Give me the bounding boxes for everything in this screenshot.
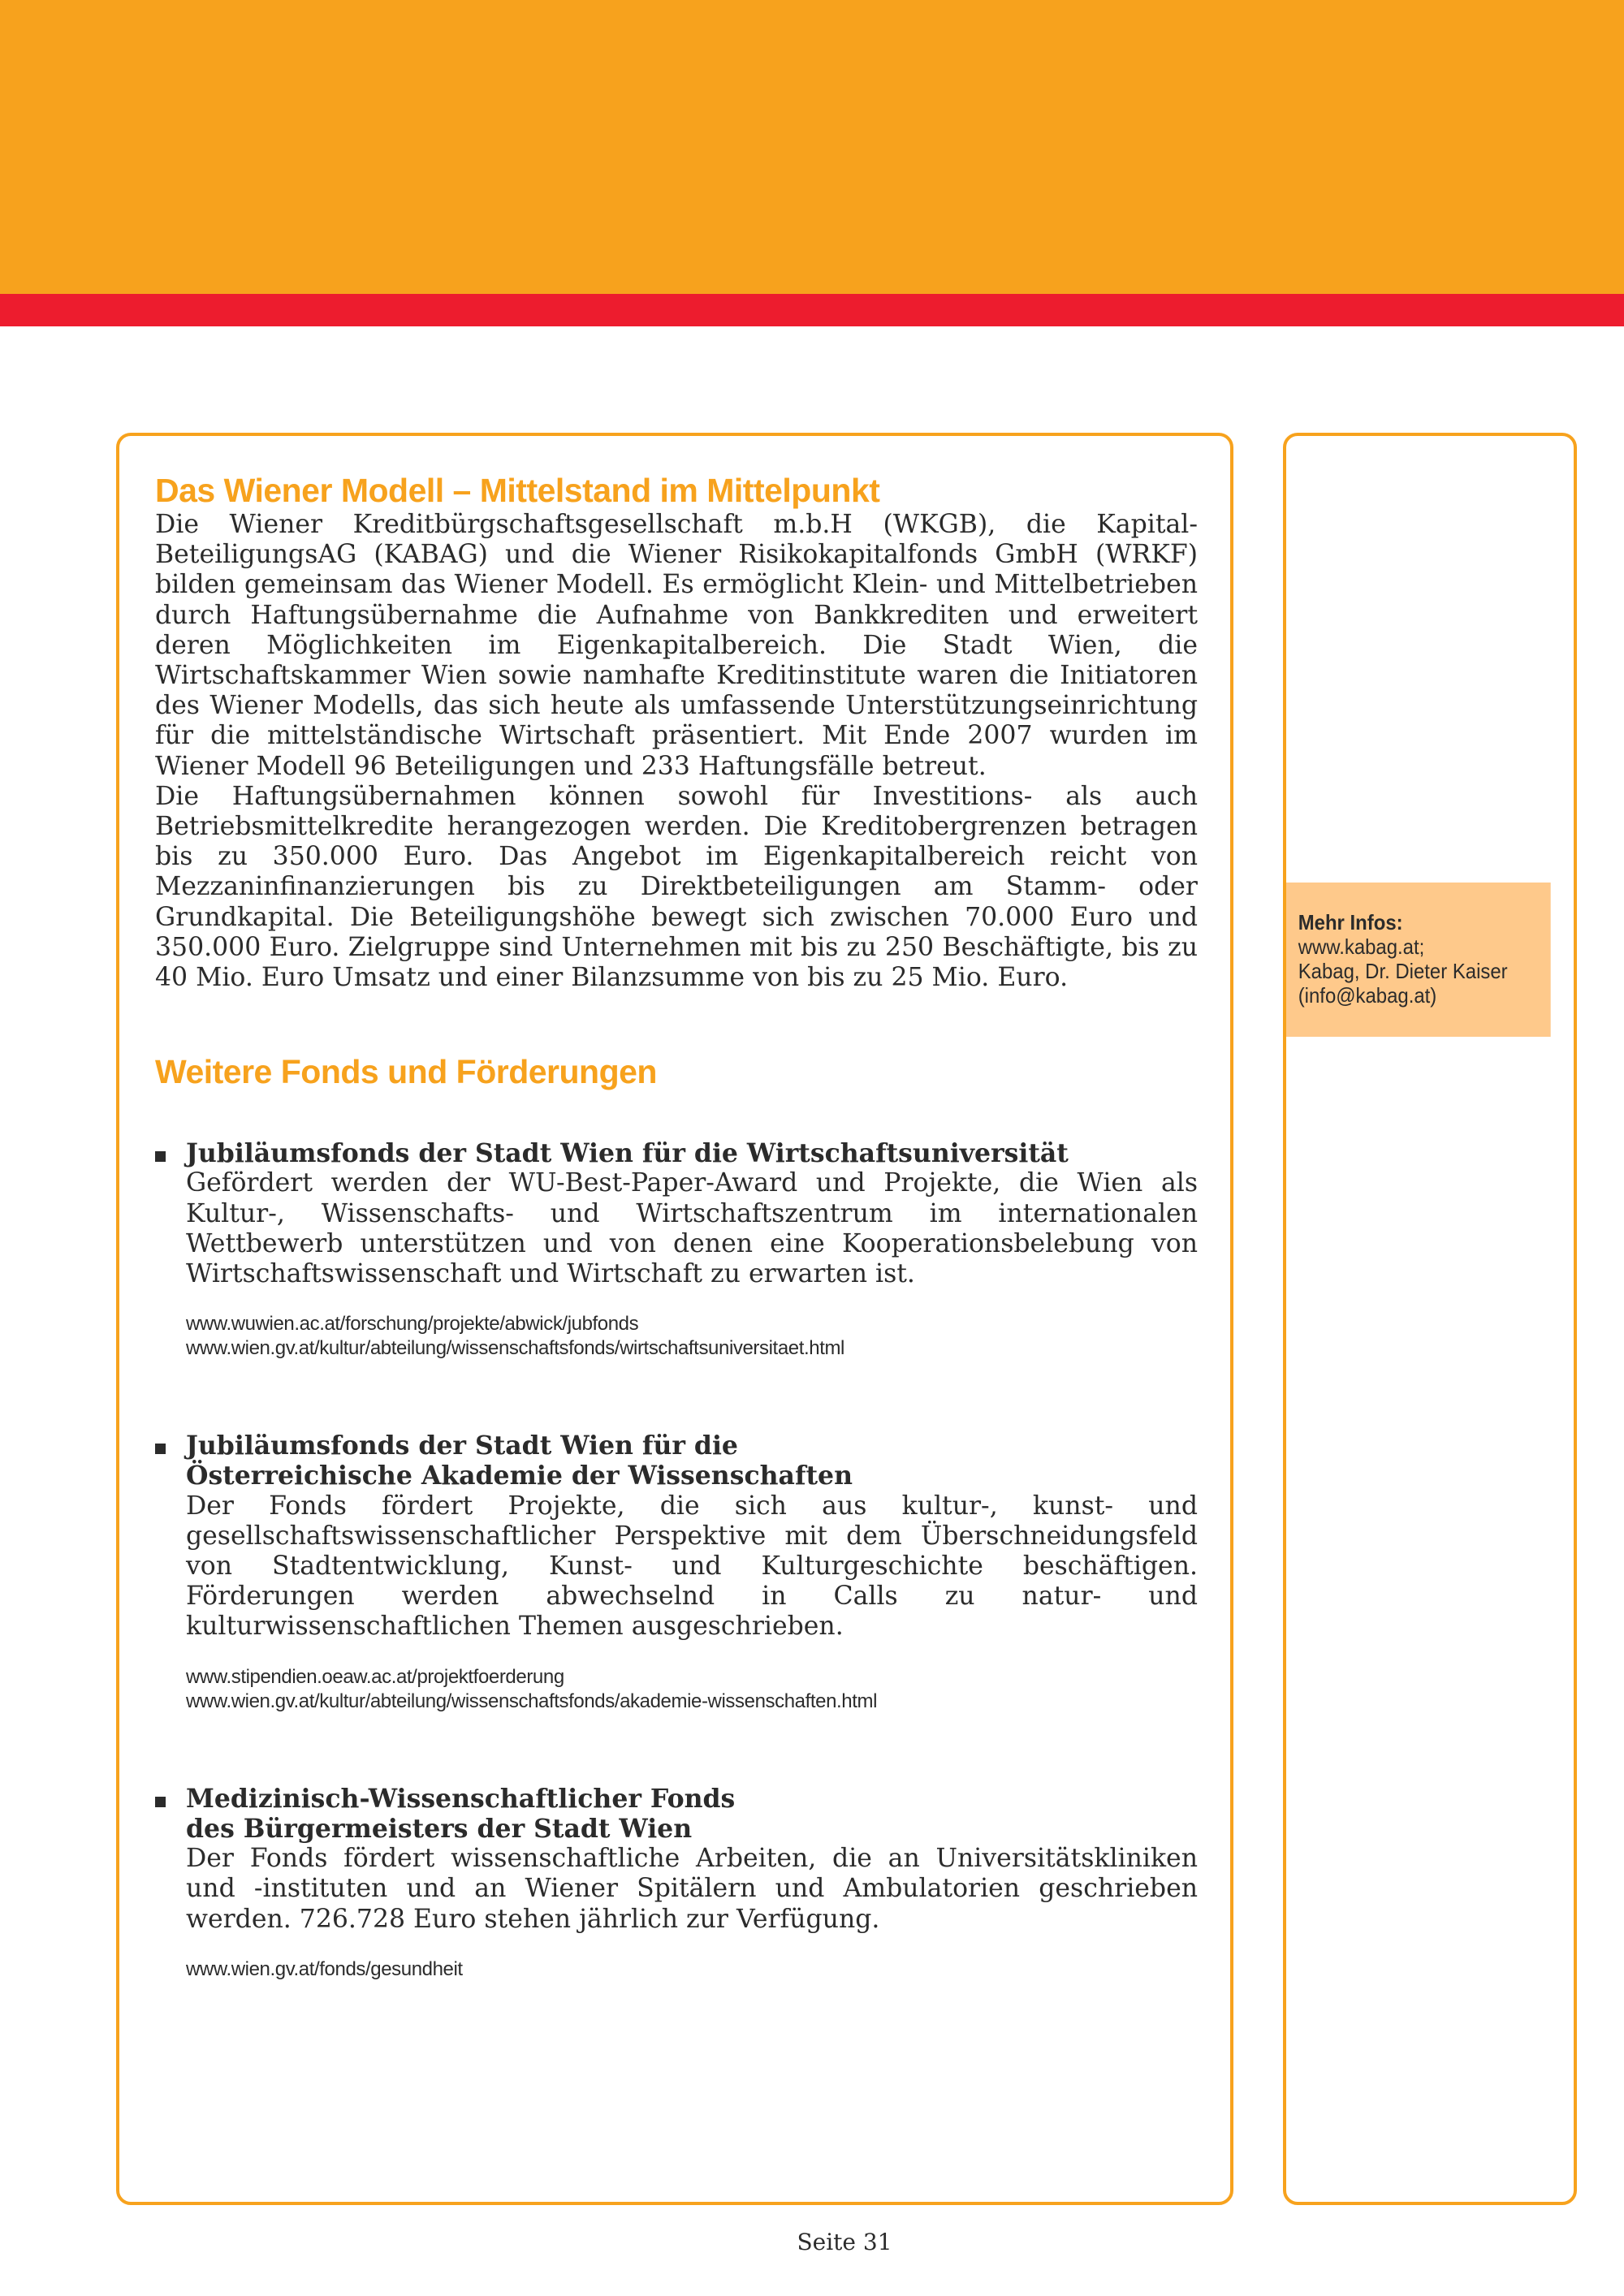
more-info-label: Mehr Infos: <box>1298 910 1403 934</box>
fund-title-line: Medizinisch-Wissenschaftlicher Fonds <box>186 1783 736 1814</box>
fund-description: Gefördert werden der WU-Best-Paper-Award und Projekte, die Wien als Kultur-, Wissenschafts- und Wirtschaftszentrum im internationalen Wettbewerb unterstützen und von denen eine Kooperationsbelebung von Wirtschaftswissenschaft und Wirtschaft zu erwarten ist. <box>186 1168 1198 1289</box>
sidebar-frame <box>1283 433 1577 2205</box>
section-title-wiener-modell: Das Wiener Modell – Mittelstand im Mittelpunkt <box>155 472 880 509</box>
more-info-email[interactable]: (info@kabag.at) <box>1298 983 1437 1008</box>
wiener-modell-paragraph-2: Die Haftungsübernahmen können sowohl für Investitions- als auch Betriebsmittelkredite herangezogen werden. Die Kreditobergrenzen betragen bis zu 350.000 Euro. Das Angebot im Eigenkapitalbereich reicht von Mezzaninfinanzierungen bis zu Direktbeteiligungen am Stamm- oder Grundkapital. Die Beteiligungshöhe bewegt sich zwischen 70.000 Euro und 350.000 Euro. Zielgruppe sind Unternehmen mit bis zu 250 Beschäftigte, bis zu 40 Mio. Euro Umsatz und einer Bilanzsumme von bis zu 25 Mio. Euro. <box>155 781 1198 993</box>
wiener-modell-paragraph-1: Die Wiener Kreditbürgschaftsgesellschaft m.b.H (WKGB), die Kapital-BeteiligungsAG (KABAG) und die Wiener Risikokapitalfonds GmbH (WRKF) bilden gemeinsam das Wiener Modell. Es ermöglicht Klein- und Mittelbetrieben durch Haftungsübernahme die Aufnahme von Bankkrediten und erweitert deren Möglichkeiten im Eigenkapitalbereich. Die Stadt Wien, die Wirtschaftskammer Wien sowie namhafte Kreditinstitute waren die Initiatoren des Wiener Modells, das sich heute als umfassende Unterstützungseinrichtung für die mittelständische Wirtschaft präsentiert. Mit Ende 2007 wurden im Wiener Modell 96 Beteiligungen und 233 Haftungsfälle betreut. <box>155 510 1198 781</box>
more-info-website[interactable]: www.kabag.at; <box>1298 934 1425 959</box>
fund-item-akademie <box>155 1431 1198 1713</box>
bullet-square-icon <box>155 1797 166 1807</box>
fund-description: Der Fonds fördert Projekte, die sich aus kultur-, kunst- und gesellschaftswissenschaftlicher Perspektive mit dem Überschneidungsfeld von Stadtentwicklung, Kunst- und Kulturgeschichte beschäftigen. Förderungen werden abwechselnd in Calls zu natur- und kulturwissenschaftlichen Themen ausgeschrieben. <box>186 1491 1198 1642</box>
fund-title-line: Österreichische Akademie der Wissenschaften <box>186 1461 853 1491</box>
bullet-square-icon <box>155 1444 166 1454</box>
fund-title <box>186 1138 1198 1168</box>
fund-title-line: Jubiläumsfonds der Stadt Wien für die Wirtschaftsuniversität <box>186 1138 1069 1169</box>
fund-title <box>186 1784 1198 1844</box>
fund-title-line: des Bürgermeisters der Stadt Wien <box>186 1813 693 1844</box>
more-info-panel <box>1286 883 1551 1037</box>
fund-item-wirtschaftsuniversitaet <box>155 1138 1198 1361</box>
fund-link[interactable]: www.wuwien.ac.at/forschung/projekte/abwick/jubfonds <box>186 1313 639 1336</box>
section-title-weitere-fonds: Weitere Fonds und Förderungen <box>155 1053 657 1091</box>
fund-link[interactable]: www.wien.gv.at/kultur/abteilung/wissenschaftsfonds/wirtschaftsuniversitaet.html <box>186 1337 844 1360</box>
bullet-square-icon <box>155 1151 166 1162</box>
fund-links <box>186 1665 1198 1714</box>
header-red-stripe <box>0 294 1624 326</box>
fund-item-medizinisch <box>155 1784 1198 1982</box>
fund-title <box>186 1431 1198 1491</box>
more-info-contact: Kabag, Dr. Dieter Kaiser <box>1298 959 1508 983</box>
fund-links <box>186 1957 1198 1982</box>
fund-link[interactable]: www.wien.gv.at/kultur/abteilung/wissenschaftsfonds/akademie-wissenschaften.html <box>186 1690 878 1712</box>
fund-link[interactable]: www.wien.gv.at/fonds/gesundheit <box>186 1957 463 1980</box>
fund-links <box>186 1312 1198 1361</box>
header-orange-band <box>0 0 1624 294</box>
fund-title-line: Jubiläumsfonds der Stadt Wien für die <box>186 1431 738 1461</box>
fund-description: Der Fonds fördert wissenschaftliche Arbeiten, die an Universitätskliniken und -instituten und an Wiener Spitälern und Ambulatorien geschrieben werden. 726.728 Euro stehen jährlich zur Verfügung. <box>186 1844 1198 1934</box>
page-number: Seite 31 <box>797 2229 892 2255</box>
fund-link[interactable]: www.stipendien.oeaw.ac.at/projektfoerderung <box>186 1665 564 1688</box>
main-content <box>155 471 1198 1982</box>
